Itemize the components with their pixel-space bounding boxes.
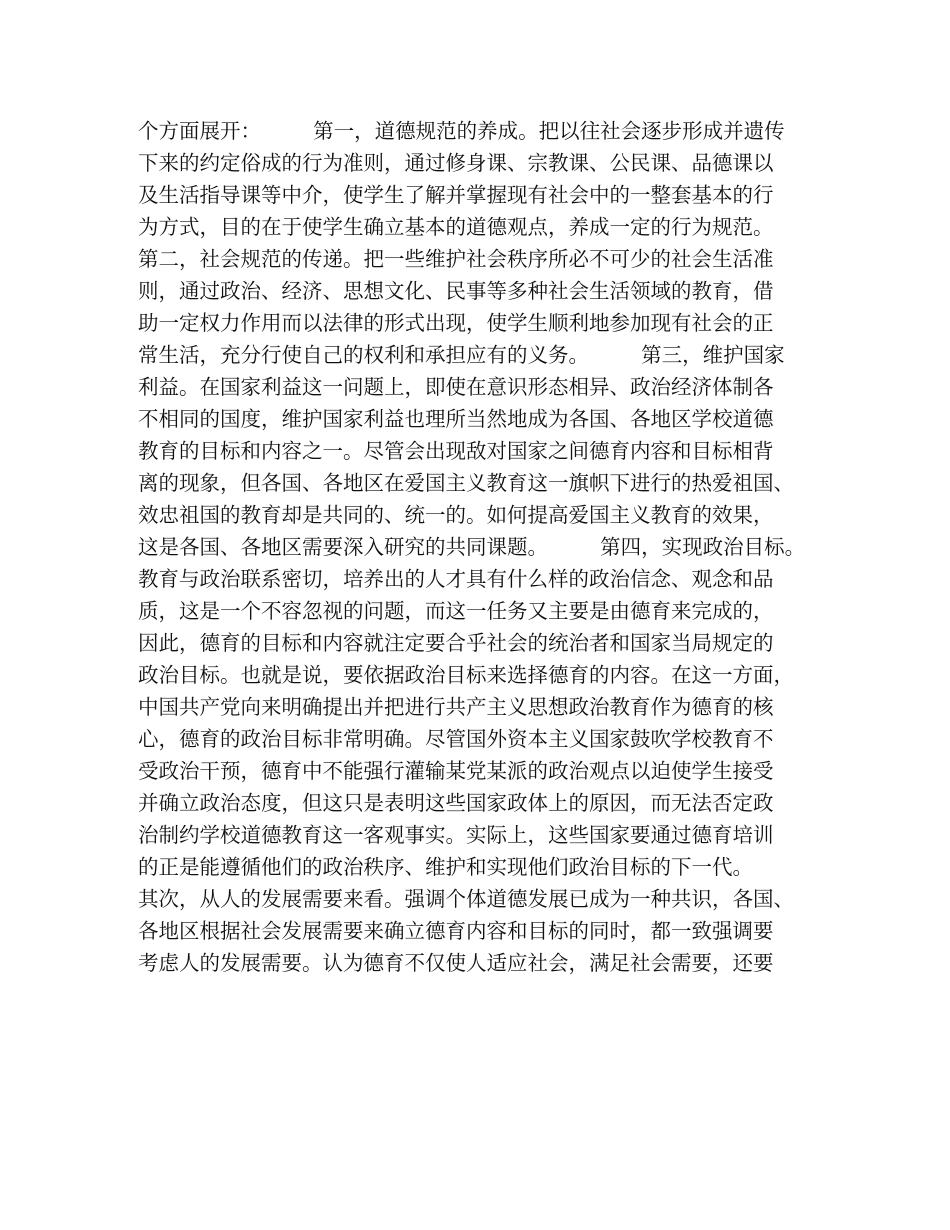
text-line: 及生活指导课等中介，使学生了解并掌握现有社会中的一整套基本的行 bbox=[138, 183, 774, 207]
text-line: 助一定权力作用而以法律的形式出现，使学生顺利地参加现有社会的正 bbox=[138, 311, 774, 335]
text-line: 并确立政治态度，但这只是表明这些国家政体上的原因，而无法否定政 bbox=[138, 791, 774, 815]
text-line: 考虑人的发展需要。认为德育不仅使人适应社会，满足社会需要，还要 bbox=[138, 951, 774, 975]
text-line: 因此，德育的目标和内容就注定要合乎社会的统治者和国家当局规定的 bbox=[138, 631, 774, 655]
text-line: 心，德育的政治目标非常明确。尽管国外资本主义国家鼓吹学校教育不 bbox=[138, 727, 774, 751]
text-line: 其次，从人的发展需要来看。强调个体道德发展已成为一种共识，各国、 bbox=[138, 887, 794, 911]
text-line: 中国共产党向来明确提出并把进行共产主义思想政治教育作为德育的核 bbox=[138, 695, 774, 719]
text-line: 则，通过政治、经济、思想文化、民事等多种社会生活领域的教育，借 bbox=[138, 279, 774, 303]
text-line: 个方面展开： 第一，道德规范的养成。把以往社会逐步形成并遗传 bbox=[138, 119, 785, 143]
text-line: 教育的目标和内容之一。尽管会出现敌对国家之间德育内容和目标相背 bbox=[138, 439, 774, 463]
text-line: 不相同的国度，维护国家利益也理所当然地成为各国、各地区学校道德 bbox=[138, 407, 774, 431]
body-text bbox=[138, 115, 838, 979]
text-line: 利益。在国家利益这一问题上，即使在意识形态相异、政治经济体制各 bbox=[138, 375, 774, 399]
text-line: 离的现象，但各国、各地区在爱国主义教育这一旗帜下进行的热爱祖国、 bbox=[138, 471, 794, 495]
text-line: 为方式，目的在于使学生确立基本的道德观点，养成一定的行为规范。 bbox=[138, 215, 774, 239]
text-line: 教育与政治联系密切，培养出的人才具有什么样的政治信念、观念和品 bbox=[138, 567, 774, 591]
text-line: 下来的约定俗成的行为准则，通过修身课、宗教课、公民课、品德课以 bbox=[138, 151, 774, 175]
text-line: 质，这是一个不容忽视的问题，而这一任务又主要是由德育来完成的， bbox=[138, 599, 774, 623]
text-line: 的正是能遵循他们的政治秩序、维护和实现他们政治目标的下一代。 bbox=[138, 855, 753, 879]
text-line: 常生活，充分行使自己的权利和承担应有的义务。 第三，维护国家 bbox=[138, 343, 785, 367]
text-line: 治制约学校道德教育这一客观事实。实际上，这些国家要通过德育培训 bbox=[138, 823, 774, 847]
text-line: 效忠祖国的教育却是共同的、统一的。如何提高爱国主义教育的效果， bbox=[138, 503, 774, 527]
text-line: 受政治干预，德育中不能强行灌输某党某派的政治观点以迫使学生接受 bbox=[138, 759, 774, 783]
text-line: 第二，社会规范的传递。把一些维护社会秩序所必不可少的社会生活准 bbox=[138, 247, 774, 271]
text-line: 政治目标。也就是说，要依据政治目标来选择德育的内容。在这一方面， bbox=[138, 663, 794, 687]
text-line: 各地区根据社会发展需要来确立德育内容和目标的同时，都一致强调要 bbox=[138, 919, 774, 943]
text-line: 这是各国、各地区需要深入研究的共同课题。 第四，实现政治目标。 bbox=[138, 535, 806, 559]
